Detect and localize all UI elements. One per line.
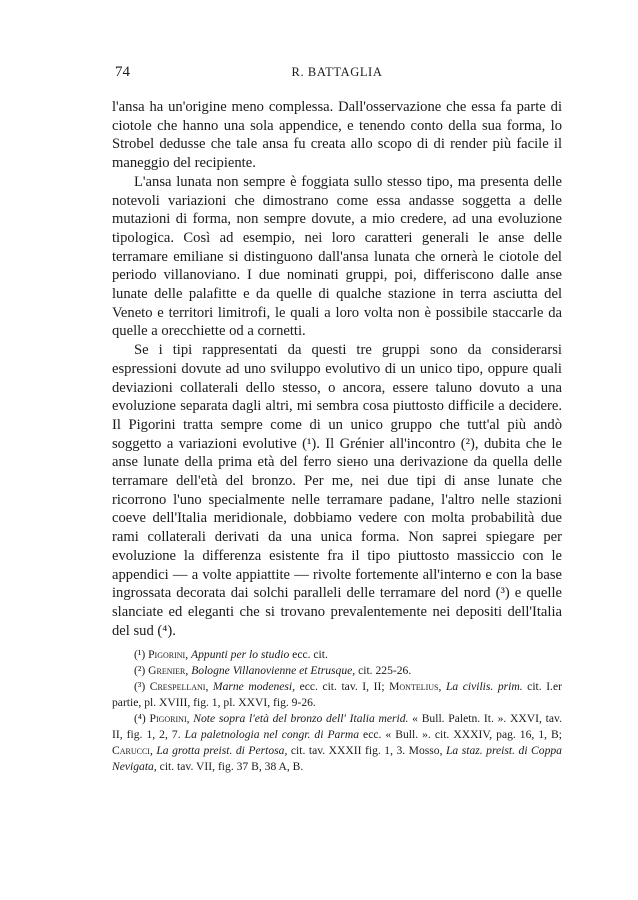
footnote-3-title: Marne modenesi, [212, 680, 296, 694]
footnote-ref-3[interactable]: (³) [495, 585, 510, 602]
footnote-4-author-2: Carucci, [112, 743, 153, 757]
paragraph-3-part-c: , dubita che le anse lunate della prima età del ferro siено una derivazione da quella delle terramare dell'età del bronzo. Per me, nei due tipi di anse lunate che ricorrono l'uno specialmente nelle terramare padane, l'altro nelle stazioni coeve dell'Italia meridionale, dobbiamo vedere con molta probabilità due rami collaterali derivati da una unica forma. Non saprei spiegare per evoluzione la differenza esistente fra il tipo piuttosto massiccio con le appendici — a volte appiattite — rivolte fortemente all'interno e con la base ingrossata decorata dai solchi paralleli delle terramare del nord [112, 435, 562, 602]
footnote-4-title-4: La staz. preist. di Coppa Nevigata, [112, 743, 562, 773]
footnote-2-mark: (²) [134, 664, 146, 678]
footnote-3 [112, 679, 562, 711]
footnote-1 [112, 647, 562, 663]
footnote-4-title-3: La grotta preist. di Pertosa, [156, 743, 288, 757]
footnote-3-mark: (³) [134, 680, 146, 694]
footnote-1-title: Appunti per lo studio [191, 648, 290, 662]
footnote-4-mid-1: « Bull. Paletn. It. ». XXVI, tav. II, fig. 1, 2, 7. [112, 712, 562, 741]
paragraph-3-part-b: . Il Grénier all'incontro [316, 435, 456, 452]
footnote-ref-2[interactable]: (²) [460, 435, 475, 452]
footnote-3-mid: ecc. cit. tav. I, II; [299, 680, 385, 694]
footnote-4-title: Note sopra l'età del bronzo dell' Italia merid. [193, 712, 409, 726]
running-head: R. BATTAGLIA [291, 65, 383, 79]
footnote-4-mid-3: cit. tav. XXXII fig. 1, 3. Mosso, [290, 743, 443, 757]
footnote-4-title-2: La paletnologia nel congr. di Parma [184, 727, 360, 741]
paragraph-3-part-e: . [172, 622, 176, 639]
book-page [112, 64, 562, 775]
footnote-4 [112, 711, 562, 775]
paragraph-2: L'ansa lunata non sempre è foggiata sullo stesso tipo, ma presenta delle notevoli variazioni che dimostrano come essa andasse soggetta a delle mutazioni di forma, non sempre dovute, a mio credere, ad una evoluzione tipologica. Così ad esempio, nei loro caratteri generali le anse delle terramare emiliane si distinguono dall'ansa lunata che ornerà le ciotole del periodo villanoviano. I due nominati gruppi, poi, differiscono dalle anse lunate delle palafitte e da quelle di qualche stazione in terra asciutta del Veneto e territori limitrofi, le quali a loro volta non è possibile staccarle da quelle a orecchiette od a cornetti. [112, 173, 562, 340]
footnote-4-author: Pigorini, [149, 712, 190, 726]
footnote-4-mid-2: ecc. « Bull. ». cit. XXXIV, pag. 16, 1, B; [363, 727, 562, 741]
footnote-2-title: Bologne Villanovienne et Etrusque, [191, 664, 356, 678]
footnote-ref-1[interactable]: (¹) [302, 435, 317, 452]
footnotes [112, 647, 562, 774]
footnote-3-author-2: Montelius, [389, 680, 442, 694]
paragraph-3-part-d: e quelle slanciate ed eleganti che si trovano prevalentemente nei depositi dell'Italia del sud [112, 585, 562, 639]
footnote-4-rest: cit. tav. VII, fig. 37 B, 38 A, B. [159, 759, 304, 773]
footnote-1-author: Pigorini, [148, 648, 189, 662]
footnote-4-mark: (⁴) [134, 712, 146, 726]
footnote-3-author: Crespellani, [149, 680, 209, 694]
footnote-1-mark: (¹) [134, 648, 146, 662]
paragraph-1: l'ansa ha un'origine meno complessa. Dall'osservazione che essa fa parte di ciotole che hanno una sola appendice, e tenendo conto della sua forma, lo Strobel dedusse che tale ansa fu creata allo scopo di di render più facile il maneggio del recipiente. [112, 99, 562, 172]
paragraph-3-part-a: Se i tipi rappresentati da questi tre gruppi sono da considerarsi espressioni dovute ad uno sviluppo evolutivo di un unico tipo, oppure quali deviazioni collaterali dello stesso, o ancora, essere taluno dovuto a una evoluzione separata dagli altri, mi sembra cosa piuttosto difficile a decidere. Il Pigorini tratta sempre come di un unico gruppo che tutt'al più andò soggetto a variazioni evolutive [112, 342, 562, 452]
footnote-2 [112, 663, 562, 679]
page-number: 74 [115, 64, 130, 80]
body-text [112, 98, 562, 640]
footnote-ref-4[interactable]: (⁴) [157, 622, 173, 639]
page-header [112, 64, 562, 86]
footnote-1-rest: ecc. cit. [292, 648, 328, 662]
footnote-2-rest: cit. 225-26. [358, 664, 412, 678]
footnote-3-title-2: La civilis. prim. [445, 680, 523, 694]
footnote-2-author: Grenier, [148, 664, 189, 678]
paragraph-3 [112, 341, 562, 640]
footnote-3-rest: cit. I.er partie, pl. XVIII, fig. 1, pl. XXVI, fig. 9-26. [112, 680, 562, 710]
